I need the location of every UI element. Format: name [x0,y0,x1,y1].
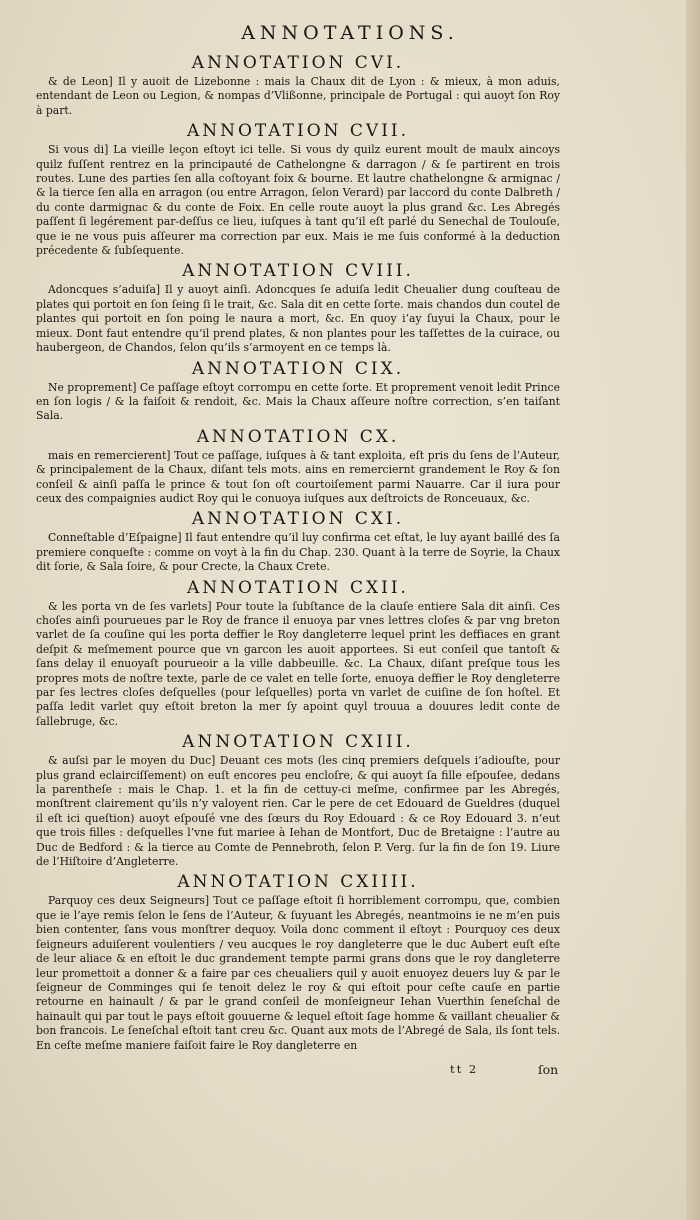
section-heading: ANNOTATION CXIIII. [177,872,419,893]
section-paragraph: mais en remercierent] Tout ce paſſage, iuſques à & tant exploita, eſt pris du ſens de l’Auteur, & principalement de la Chaux, diſant tels mots. ains en remerciernt grandement le Roy & ſon conſeil & ainſi paſſa le prince & tout ſon oſt courtoiſement parmi Nauarre. Car il iura pour ceux des compaignies audict Roy qui le conuoya iuſques aux deſtroicts de Ronceuaux, &c. [36,448,560,505]
section-paragraph: Si vous di] La vieille leçon eſtoyt ici telle. Si vous dy quilz eurent moult de maulx aincoys quilz fuſſent rentrez en la principauté de Cathelongne & darragon / & ſe partirent en trois routes. Lune des parties ſen alla coſtoyant foix & bourne. Et lautre chathelongne & armignac / & la tierce ſen alla en arragon (ou entre Arragon, ſelon Verard) par laccord du conte Dalbreth / du conte darmignac & du conte de Foix. En celle route auoyt la plus grand &c. Les Abregés paſſent ſi legérement par-deſſus ce lieu, iuſques à tant qu’il eſt parlé du Senechal de Toulouſe, que ie ne vous puis aſſeurer ma correction par eux. Mais ie me ſuis conformé à la deduction précedente & ſubſequente. [36,143,560,258]
text-block [36,50,560,1055]
section-heading: ANNOTATION CVII. [186,121,410,142]
section-heading: ANNOTATION CVIII. [182,261,414,282]
section-paragraph: & auſsi par le moyen du Duc] Deuant ces mots (les cinq premiers deſquels i’adiouſte, pour plus grand eclairciſſement) on euſt encores peu encloſre, & qui auoyt ſa fille eſpouſee, dedans la parentheſe : mais le Chap. 1. et la fin de cettuy-ci meſme, confirmee par les Abregés, monſtrent clairement qu’ils n’y valoyent rien. Car le pere de cet Edouard de Gueldres (duquel il eſt ici queſtion) auoyt eſpouſé vne des ſœurs du Roy Edouard : & ce Roy Edouard 3. n’eut que trois filles : deſquelles l’vne fut mariee à Iehan de Montfort, Duc de Bretaigne : l’autre au Duc de Bedford : & la tierce au Comte de Pennebroth, ſelon P. Verg. ſur la fin de ſon 19. Liure de l’Hiſtoire d’Angleterre. [36,754,560,869]
signature-mark: tt 2 [450,1062,479,1076]
section-cvii [36,121,560,258]
section-cxi [36,509,560,574]
page-gutter-shadow [686,0,700,1220]
section-heading: ANNOTATION CXI. [191,509,405,530]
section-paragraph: Adoncques s’aduiſa] Il y auoyt ainſi. Adoncques ſe aduiſa ledit Cheualier dung couſteau de plates qui portoit en ſon ſeing ſi le trait, &c. Sala dit en cette ſorte. mais chandos dun coutel de plantes qui portoit en ſon poing le naura a mort, &c. En quoy i’ay ſuyui la Chaux, pour le mieux. Dont faut entendre qu’il prend plates, & non plantes pour les taſſettes de la cuirace, ou haubergeon, de Chandos, ſelon qu’ils s’armoyent en ce temps là. [36,283,560,355]
section-cvi [36,53,560,118]
section-paragraph: & de Leon] Il y auoit de Lizebonne : mais la Chaux dit de Lyon : & mieux, à mon aduis, entendant de Leon ou Legion, & nompas d’Vlißonne, principale de Portugal : qui auoyt ſon Roy à part. [36,75,560,117]
section-cxii [36,578,560,730]
section-paragraph: & les porta vn de ſes varlets] Pour toute la ſubſtance de la clauſe entiere Sala dit ainſi. Ces choſes ainſi pourueues par le Roy de france il enuoya par vnes lettres cloſes & par vng breton varlet de ſa couſine qui les porta deffier le Roy dangleterre lequel print les deffiaces en grant deſpit & meſmement pource que vn garcon les auoit apportees. Si eut conſeil que tantoſt & ſans delay il enuoyaſt pourueoir a la ville dabbeuille. &c. La Chaux, diſant preſque tous les propres mots de noſtre texte, parle de ce valet en telle ſorte, enuoya deffier le Roy dengleterre par ſes lectres cloſes deſquelles (pour leſquelles) porta vn varlet de cuiſine de ſon hoſtel. Et paſſa ledit varlet quy eſtoit breton la mer ſy apoint quyl trouua a douures ledit conte de ſallebruge, &c. [36,599,560,728]
section-heading: ANNOTATION CVI. [191,53,405,73]
section-heading: ANNOTATION CXIII. [182,732,414,753]
section-cix [36,359,560,424]
section-cxiii [36,732,560,869]
section-paragraph: Ne proprement] Ce paſſage eſtoyt corrompu en cette ſorte. Et proprement venoit ledit Prince en ſon logis / & la faiſoit & rendoit, &c. Mais la Chaux aſſeure noſtre correction, s’en taiſant Sala. [36,380,560,423]
catchword: ſon [538,1062,559,1077]
section-heading: ANNOTATION CX. [196,426,400,447]
section-heading: ANNOTATION CIX. [191,358,405,379]
section-paragraph: Conneſtable d’Eſpaigne] Il faut entendre qu’il luy confirma cet eſtat, le luy ayant baillé des ſa premiere conqueſte : comme on voyt à la fin du Chap. 230. Quant à la terre de Soyrie, la Chaux dit ſorie, & Sala ſoire, & pour Crecte, la Chaux Crete. [36,531,560,574]
section-cxiiii [36,872,560,1052]
running-head: ANNOTATIONS. [241,22,459,44]
section-cx [36,427,560,507]
section-heading: ANNOTATION CXII. [187,577,409,598]
section-cviii [36,261,560,355]
section-paragraph: Parquoy ces deux Seigneurs] Tout ce paſſage eſtoit ſi horriblement corrompu, que, combien que ie l’aye remis ſelon le ſens de l’Auteur, & ſuyuant les Abregés, neantmoins ie ne m’en puis bien contenter, ſans vous monſtrer dequoy. Voila donc comment il eſtoyt : Pourquoy ces deux ſeigneurs aduiſerent voulentiers / veu aucques le roy dangleterre que le duc Aubert euſt eſte de leur aliace & en eſtoit le duc grandement tempte parmi grans dons que le roy dangleterre leur promettoit a donner & a faire par ces cheualiers quil y auoit enuoyez deuers luy & par le ſeigneur de Comminges qui ſe tenoit delez le roy & qui eſtoit pour ceſte cauſe en partie retourne en hainault / & par le grand conſeil de monſeigneur Iehan Vuerthin ſeneſchal de hainault qui par tout le pays eſtoit gouuerne & lequel eſtoit ſage homme & vaillant cheualier & bon francois. Le ſeneſchal eſtoit tant creu &c. Quant aux mots de l’Abregé de Sala, ils ſont tels. En ceſte meſme maniere faiſoit faire le Roy dangleterre en [36,894,560,1052]
